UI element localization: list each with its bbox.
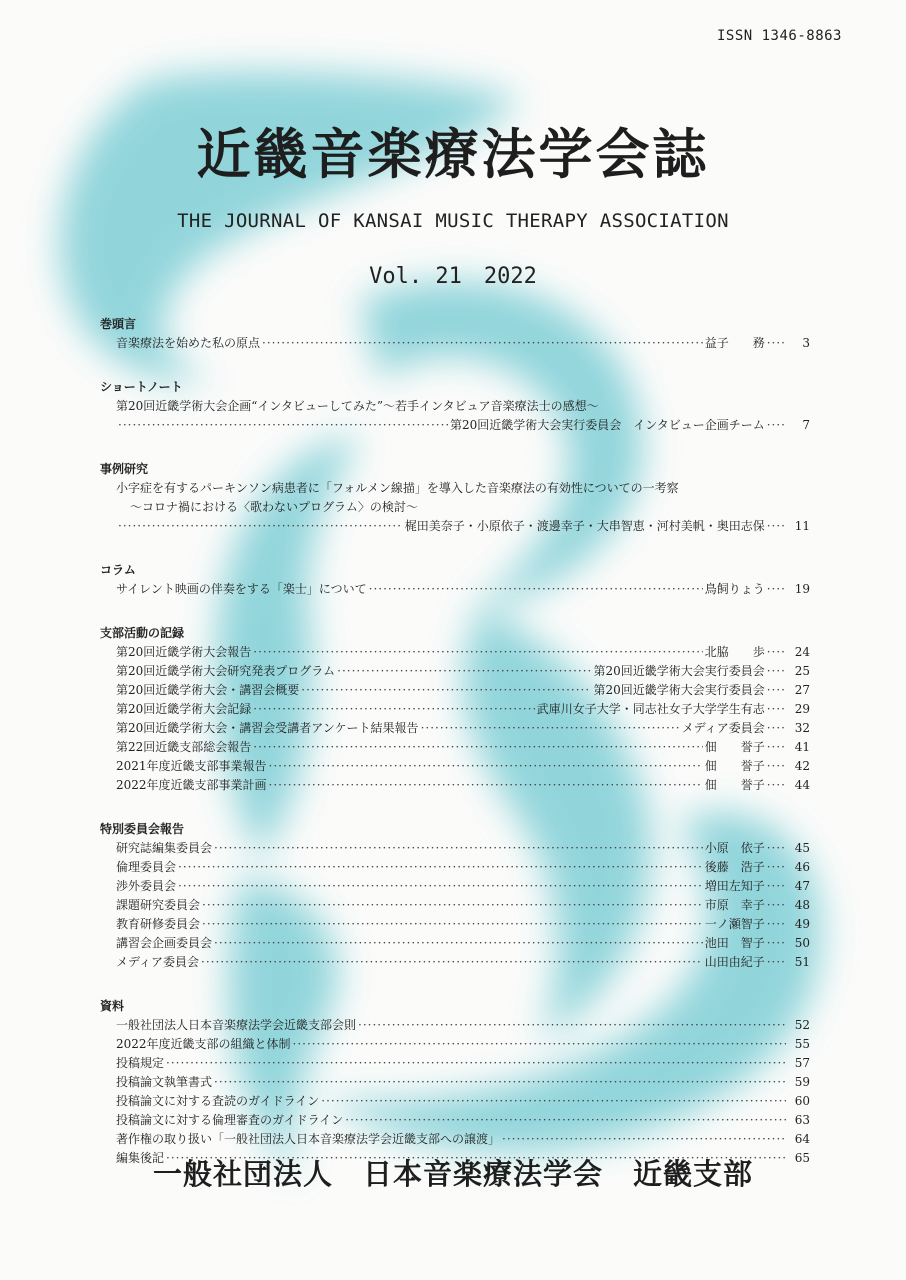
toc-section xyxy=(100,459,810,536)
dot-leader xyxy=(118,517,403,535)
entry-author: 市原 幸子 xyxy=(704,898,765,912)
entry-title: 第20回近畿学術大会記録 xyxy=(116,702,252,716)
section-heading: 巻頭言 xyxy=(100,317,137,331)
toc-entry xyxy=(100,700,810,719)
issn-number: ISSN 1346-8863 xyxy=(716,28,842,44)
section-heading: 資料 xyxy=(100,999,125,1013)
dot-leader xyxy=(321,1092,786,1110)
dot-leader xyxy=(301,681,591,699)
entry-title: 編集後記 xyxy=(116,1151,165,1165)
entry-author: 第20回近畿学術大会実行委員会 xyxy=(593,683,765,697)
entry-page: 59 xyxy=(794,1075,810,1089)
dot-leader-short: ···· xyxy=(766,778,786,792)
toc-entry xyxy=(100,517,810,536)
toc-entry xyxy=(100,1054,810,1073)
entry-author: 小原 依子 xyxy=(704,841,765,855)
entry-author: 益子 務 xyxy=(704,336,765,350)
entry-title: メディア委員会 xyxy=(116,955,200,969)
dot-leader-short: ···· xyxy=(766,759,786,773)
volume-year: Vol. 21 2022 xyxy=(369,264,537,289)
toc-entry xyxy=(100,757,810,776)
entry-title: 第20回近畿学術大会報告 xyxy=(116,645,252,659)
toc-entry xyxy=(100,915,810,934)
entry-author: 池田 智子 xyxy=(704,936,765,950)
entry-author: 武庫川女子大学・同志社女子大学学生有志 xyxy=(536,702,765,716)
toc-entry xyxy=(100,1111,810,1130)
section-heading: ショートノート xyxy=(100,380,183,394)
entry-page: 46 xyxy=(794,860,810,874)
toc-entry xyxy=(100,738,810,757)
entry-page: 55 xyxy=(794,1037,810,1051)
entry-author: 佃 誉子 xyxy=(704,759,765,773)
dot-leader xyxy=(178,858,703,876)
entry-author: 一ノ瀬智子 xyxy=(704,917,765,931)
toc-section xyxy=(100,314,810,353)
entry-title: 音楽療法を始めた私の原点 xyxy=(116,336,261,350)
entry-author: 北脇 歩 xyxy=(704,645,765,659)
toc-entry xyxy=(100,1073,810,1092)
dot-leader-short: ···· xyxy=(766,683,786,697)
entry-author: 鳥飼りょう xyxy=(704,582,765,596)
entry-author: 梶田美奈子・小原依子・渡邊幸子・大串智恵・河村美帆・奥田志保 xyxy=(404,519,765,533)
toc-entry xyxy=(100,1035,810,1054)
dot-leader xyxy=(262,334,703,352)
toc-entry xyxy=(100,1130,810,1149)
journal-title: 近畿音楽療法学会誌 xyxy=(196,122,710,186)
dot-leader-short: ···· xyxy=(766,702,786,716)
dot-leader-short: ···· xyxy=(766,955,786,969)
entry-author: 山田由紀子 xyxy=(704,955,765,969)
entry-page: 24 xyxy=(794,645,810,659)
entry-title: 2022年度近畿支部事業計画 xyxy=(116,778,267,792)
toc-entry xyxy=(100,479,810,498)
entry-page: 27 xyxy=(794,683,810,697)
dot-leader xyxy=(253,738,702,756)
toc-entry xyxy=(100,580,810,599)
entry-page: 57 xyxy=(794,1056,810,1070)
entry-author: 第20回近畿学術大会実行委員会 xyxy=(593,664,765,678)
entry-page: 41 xyxy=(794,740,810,754)
entry-page: 29 xyxy=(794,702,810,716)
entry-page: 3 xyxy=(802,336,810,350)
entry-author: メディア委員会 xyxy=(681,721,765,735)
entry-page: 45 xyxy=(794,841,810,855)
toc-entry xyxy=(100,896,810,915)
dot-leader-short: ···· xyxy=(766,917,786,931)
toc-entry xyxy=(100,498,810,517)
toc-entry xyxy=(100,397,810,416)
dot-leader-short: ···· xyxy=(766,418,786,432)
toc-entry xyxy=(100,877,810,896)
toc-entry xyxy=(100,934,810,953)
toc-section xyxy=(100,996,810,1168)
entry-title: 第20回近畿学術大会研究発表プログラム xyxy=(116,664,336,678)
dot-leader-short: ···· xyxy=(766,879,786,893)
entry-title: 講習会企画委員会 xyxy=(116,936,213,950)
dot-leader-short: ···· xyxy=(766,645,786,659)
publisher-name: 一般社団法人 日本音楽療法学会 近畿支部 xyxy=(152,1157,753,1191)
section-heading: 支部活動の記録 xyxy=(100,626,185,640)
entry-title: ～コロナ禍における〈歌わないプログラム〉の検討～ xyxy=(130,500,418,514)
dot-leader xyxy=(214,1073,786,1091)
entry-page: 52 xyxy=(794,1018,810,1032)
toc-entry xyxy=(100,662,810,681)
entry-author: 後藤 浩子 xyxy=(704,860,765,874)
entry-page: 64 xyxy=(794,1132,810,1146)
dot-leader xyxy=(253,700,534,718)
toc-entry xyxy=(100,719,810,738)
entry-title: サイレント映画の伴奏をする「楽士」について xyxy=(116,582,367,596)
dot-leader-short: ···· xyxy=(766,841,786,855)
dot-leader-short: ···· xyxy=(766,721,786,735)
dot-leader xyxy=(202,896,703,914)
toc-entry xyxy=(100,858,810,877)
toc-entry xyxy=(100,643,810,662)
toc-entry xyxy=(100,839,810,858)
dot-leader xyxy=(269,757,703,775)
toc-entry xyxy=(100,416,810,435)
toc-entry xyxy=(100,1092,810,1111)
entry-title: 2021年度近畿支部事業報告 xyxy=(116,759,267,773)
entry-author: 佃 誉子 xyxy=(704,778,765,792)
entry-title: 著作権の取り扱い「一般社団法人日本音楽療法学会近畿支部への譲渡」 xyxy=(116,1132,501,1146)
entry-title: 第20回近畿学術大会・講習会概要 xyxy=(116,683,300,697)
entry-page: 47 xyxy=(794,879,810,893)
dot-leader-short: ···· xyxy=(766,664,786,678)
dot-leader-short: ···· xyxy=(766,860,786,874)
section-heading: 事例研究 xyxy=(100,462,149,476)
entry-title: 一般社団法人日本音楽療法学会近畿支部会則 xyxy=(116,1018,357,1032)
dot-leader xyxy=(502,1130,786,1148)
entry-page: 32 xyxy=(794,721,810,735)
dot-leader-short: ···· xyxy=(766,582,786,596)
journal-subtitle: THE JOURNAL OF KANSAI MUSIC THERAPY ASSOCIATION xyxy=(177,210,729,232)
entry-page: 44 xyxy=(794,778,810,792)
dot-leader xyxy=(345,1111,786,1129)
dot-leader xyxy=(269,776,703,794)
dot-leader xyxy=(337,662,591,680)
dot-leader-short: ···· xyxy=(766,519,786,533)
table-of-contents xyxy=(100,314,810,1192)
section-heading: コラム xyxy=(100,563,136,577)
entry-page: 65 xyxy=(794,1151,810,1165)
entry-page: 50 xyxy=(794,936,810,950)
entry-title: 第20回近畿学術大会企画“インタビューしてみた”～若手インタビュア音楽療法士の感想～ xyxy=(116,399,599,413)
entry-title: 2022年度近畿支部の組織と体制 xyxy=(116,1037,291,1051)
toc-section xyxy=(100,560,810,599)
entry-title: 第20回近畿学術大会・講習会受講者アンケート結果報告 xyxy=(116,721,419,735)
entry-title: 投稿論文に対する倫理審査のガイドライン xyxy=(116,1113,344,1127)
entry-page: 25 xyxy=(794,664,810,678)
entry-title: 小字症を有するパーキンソン病患者に「フォルメン線描」を導入した音楽療法の有効性についての一考察 xyxy=(116,481,679,495)
entry-page: 49 xyxy=(794,917,810,931)
dot-leader-short: ···· xyxy=(766,898,786,912)
dot-leader xyxy=(253,643,702,661)
entry-title: 投稿論文執筆書式 xyxy=(116,1075,213,1089)
dot-leader xyxy=(118,416,448,434)
dot-leader xyxy=(214,934,703,952)
entry-author: 佃 誉子 xyxy=(704,740,765,754)
entry-title: 研究誌編集委員会 xyxy=(116,841,213,855)
dot-leader xyxy=(178,877,703,895)
entry-page: 7 xyxy=(802,418,810,432)
dot-leader xyxy=(214,839,703,857)
dot-leader xyxy=(421,719,680,737)
dot-leader xyxy=(166,1054,786,1072)
entry-title: 第22回近畿支部総会報告 xyxy=(116,740,252,754)
entry-page: 48 xyxy=(794,898,810,912)
entry-author: 増田左知子 xyxy=(704,879,765,893)
dot-leader-short: ···· xyxy=(766,740,786,754)
entry-page: 60 xyxy=(794,1094,810,1108)
toc-section xyxy=(100,819,810,972)
entry-page: 63 xyxy=(794,1113,810,1127)
entry-title: 投稿論文に対する査読のガイドライン xyxy=(116,1094,320,1108)
entry-title: 投稿規定 xyxy=(116,1056,165,1070)
entry-title: 倫理委員会 xyxy=(116,860,177,874)
entry-title: 教育研修委員会 xyxy=(116,917,201,931)
dot-leader xyxy=(369,580,703,598)
dot-leader xyxy=(358,1016,786,1034)
toc-entry xyxy=(100,953,810,972)
dot-leader xyxy=(293,1035,786,1053)
dot-leader xyxy=(201,953,703,971)
toc-entry xyxy=(100,776,810,795)
toc-entry xyxy=(100,1016,810,1035)
toc-section xyxy=(100,623,810,795)
toc-entry xyxy=(100,334,810,353)
section-heading: 特別委員会報告 xyxy=(100,822,185,836)
entry-title: 渉外委員会 xyxy=(116,879,177,893)
toc-entry xyxy=(100,681,810,700)
entry-page: 51 xyxy=(794,955,810,969)
entry-author: 第20回近畿学術大会実行委員会 インタビュー企画チーム xyxy=(449,418,765,432)
entry-page: 11 xyxy=(794,519,810,533)
dot-leader-short: ···· xyxy=(766,936,786,950)
entry-page: 19 xyxy=(794,582,810,596)
toc-section xyxy=(100,377,810,435)
entry-title: 課題研究委員会 xyxy=(116,898,201,912)
entry-page: 42 xyxy=(794,759,810,773)
dot-leader-short: ···· xyxy=(766,336,786,350)
dot-leader xyxy=(202,915,703,933)
